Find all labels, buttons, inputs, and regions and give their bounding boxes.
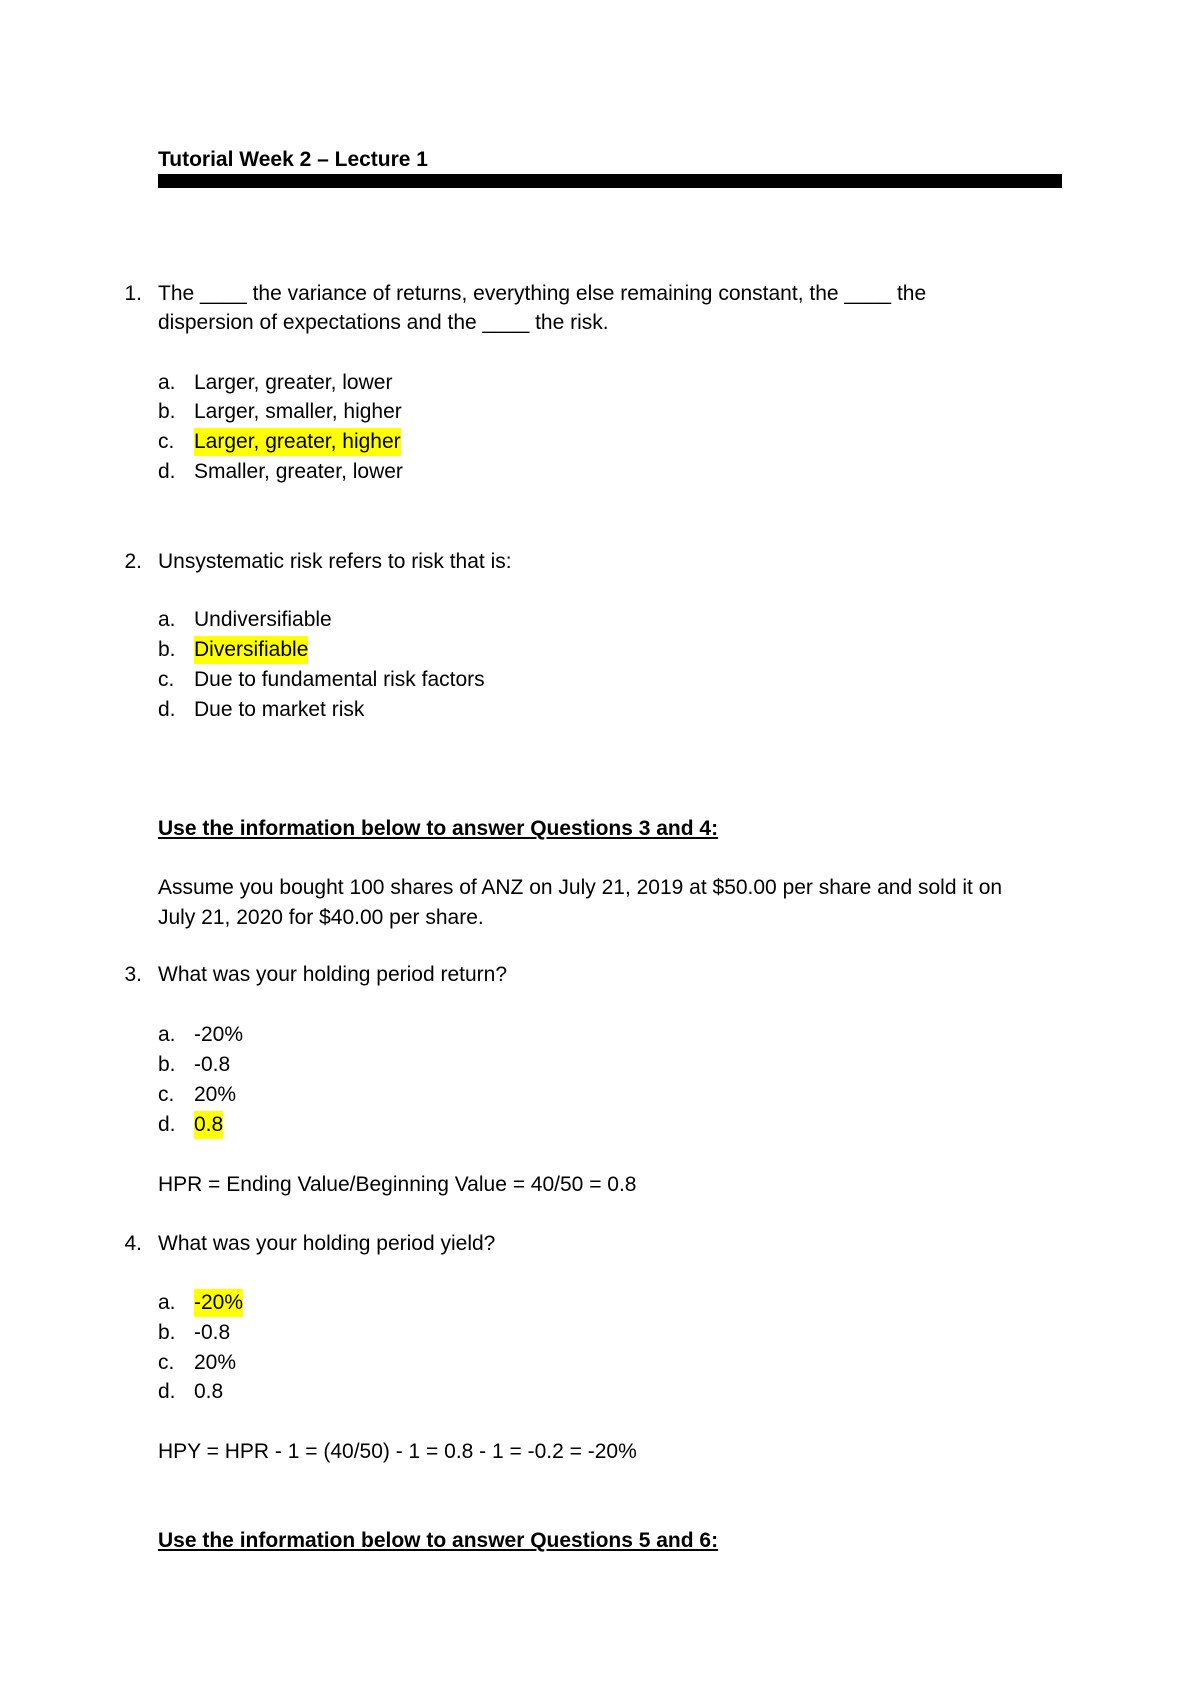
question-3-number: 3.	[124, 963, 142, 986]
question-3-text: What was your holding period return?	[158, 963, 508, 986]
q2-option-c-text: Due to fundamental risk factors	[194, 668, 485, 691]
q4-option-d-letter: d.	[158, 1380, 176, 1403]
q4-option-c-letter: c.	[158, 1351, 175, 1374]
q4-option-b-text: -0.8	[194, 1321, 231, 1344]
q1-option-d-letter: d.	[158, 460, 176, 483]
info-text-line2: July 21, 2020 for $40.00 per share.	[158, 906, 484, 929]
q3-option-b-text: -0.8	[194, 1053, 231, 1076]
q4-answer-note: HPY = HPR - 1 = (40/50) - 1 = 0.8 - 1 = -0.2 = -20%	[158, 1440, 637, 1463]
info-text-line1: Assume you bought 100 shares of ANZ on July 21, 2019 at $50.00 per share and sold it on	[158, 876, 1003, 899]
q4-option-b-letter: b.	[158, 1321, 176, 1344]
q2-option-a-letter: a.	[158, 608, 176, 631]
question-4-text: What was your holding period yield?	[158, 1232, 496, 1255]
q3-option-c-text: 20%	[194, 1083, 237, 1106]
info-heading-q3-q4: Use the information below to answer Questions 3 and 4:	[158, 817, 719, 840]
q3-option-a-letter: a.	[158, 1023, 176, 1046]
question-1-text-line2: dispersion of expectations and the ____ the risk.	[158, 311, 609, 334]
q2-option-d-letter: d.	[158, 698, 176, 721]
q3-option-d-letter: d.	[158, 1113, 176, 1136]
q2-option-b-letter: b.	[158, 638, 176, 661]
q1-option-b-letter: b.	[158, 400, 176, 423]
question-2-text: Unsystematic risk refers to risk that is:	[158, 550, 512, 573]
info-heading-q5-q6: Use the information below to answer Questions 5 and 6:	[158, 1529, 719, 1552]
q2-option-a-text: Undiversifiable	[194, 608, 332, 631]
q1-option-b-text: Larger, smaller, higher	[194, 400, 402, 423]
q1-option-a-letter: a.	[158, 371, 176, 394]
q4-option-a-text-highlighted: -20%	[194, 1289, 243, 1317]
q4-option-d-text: 0.8	[194, 1380, 224, 1403]
q3-answer-note: HPR = Ending Value/Beginning Value = 40/50 = 0.8	[158, 1173, 637, 1196]
q3-option-d-text-highlighted: 0.8	[194, 1111, 223, 1139]
q2-option-c-letter: c.	[158, 668, 175, 691]
q1-option-c-text-highlighted: Larger, greater, higher	[194, 428, 401, 456]
question-1-number: 1.	[124, 282, 142, 305]
q3-option-a-text: -20%	[194, 1023, 244, 1046]
q1-option-a-text: Larger, greater, lower	[194, 371, 393, 394]
question-1-text-line1: The ____ the variance of returns, everything else remaining constant, the ____ the	[158, 282, 927, 305]
title-rule	[158, 174, 1062, 188]
q1-option-d-text: Smaller, greater, lower	[194, 460, 403, 483]
q1-option-c-letter: c.	[158, 430, 175, 453]
question-2-number: 2.	[124, 550, 142, 573]
q2-option-b-text-highlighted: Diversifiable	[194, 636, 308, 664]
q3-option-b-letter: b.	[158, 1053, 176, 1076]
page-title: Tutorial Week 2 – Lecture 1	[158, 148, 428, 171]
q4-option-c-text: 20%	[194, 1351, 237, 1374]
q2-option-d-text: Due to market risk	[194, 698, 365, 721]
question-4-number: 4.	[124, 1232, 142, 1255]
q3-option-c-letter: c.	[158, 1083, 175, 1106]
q4-option-a-letter: a.	[158, 1291, 176, 1314]
